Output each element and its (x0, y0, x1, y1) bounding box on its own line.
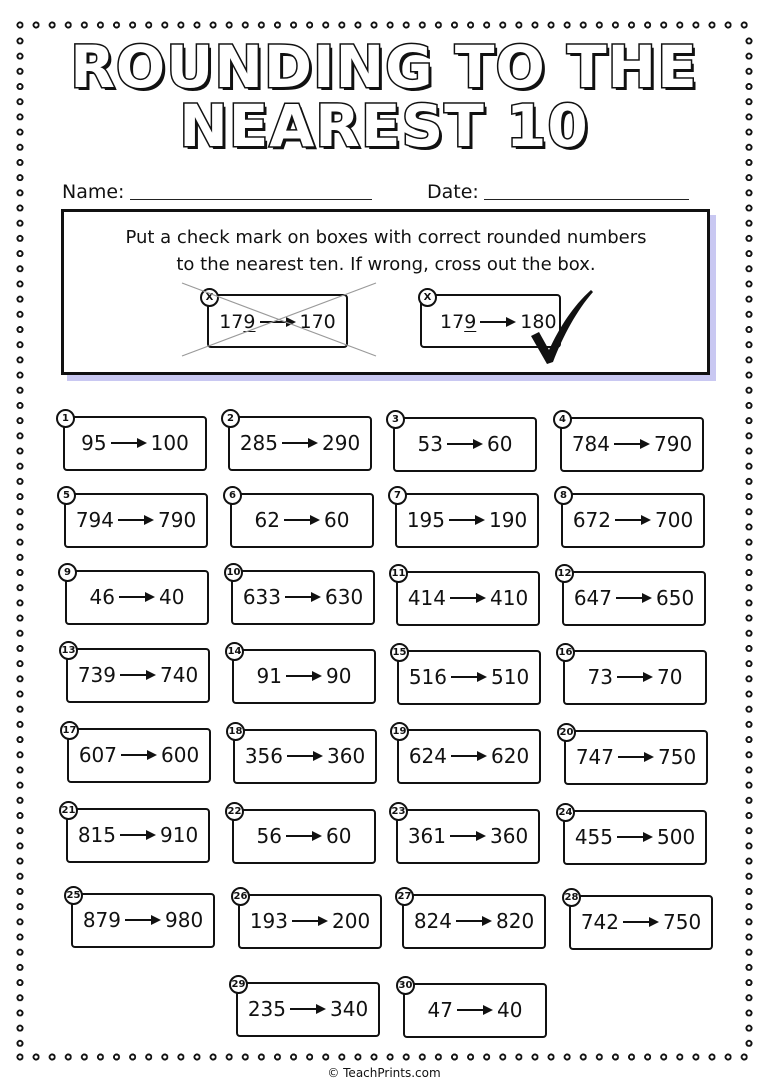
problem-number-rounded: 340 (330, 997, 369, 1021)
name-label: Name: (62, 181, 125, 203)
arrow-icon (617, 672, 653, 682)
problem-number-rounded: 190 (489, 508, 528, 532)
footer-copyright: © TeachPrints.com (327, 1066, 441, 1080)
problem-number-from: 46 (89, 585, 115, 609)
problem-number-from: 91 (256, 664, 282, 688)
problem-number-rounded: 60 (324, 508, 350, 532)
arrow-icon (111, 438, 147, 448)
problem-number-from: 195 (406, 508, 445, 532)
arrow-icon (292, 916, 328, 926)
problem-number-badge: 26 (231, 887, 250, 906)
arrow-icon (120, 670, 156, 680)
problem-number-from: 794 (75, 508, 114, 532)
problem-content (563, 508, 703, 532)
problem-content (399, 665, 539, 689)
problem-box[interactable] (563, 650, 707, 705)
example-from-ones-digit: 9 (243, 311, 256, 333)
problem-number-badge: 13 (59, 641, 78, 660)
problem-box[interactable] (63, 416, 207, 471)
problem-content (234, 664, 374, 688)
problem-number-badge: 29 (229, 975, 248, 994)
problem-number-rounded: 40 (497, 998, 523, 1022)
problem-content (405, 998, 545, 1022)
arrow-icon (120, 830, 156, 840)
problem-number-from: 285 (239, 431, 278, 455)
problem-box[interactable] (396, 809, 540, 864)
problem-box[interactable] (65, 570, 209, 625)
problem-number-badge: 4 (553, 410, 572, 429)
problem-content (565, 665, 705, 689)
problem-number-rounded: 290 (322, 431, 361, 455)
problem-number-badge: 15 (390, 643, 409, 662)
problem-number-from: 95 (81, 431, 107, 455)
arrow-icon (451, 751, 487, 761)
problem-number-rounded: 700 (655, 508, 694, 532)
problem-number-rounded: 60 (326, 824, 352, 848)
problem-number-from: 747 (575, 745, 614, 769)
arrow-icon (615, 515, 651, 525)
problem-content (232, 508, 372, 532)
problem-content (68, 663, 208, 687)
problem-content (69, 743, 209, 767)
problem-content (404, 909, 544, 933)
problem-number-rounded: 360 (490, 824, 529, 848)
problem-number-rounded: 750 (658, 745, 697, 769)
problem-number-from: 742 (580, 910, 619, 934)
problem-content (66, 508, 206, 532)
problem-number-rounded: 620 (491, 744, 530, 768)
problem-box[interactable] (393, 417, 537, 472)
problem-number-from: 193 (249, 909, 288, 933)
problem-content (238, 997, 378, 1021)
problem-number-badge: 6 (223, 486, 242, 505)
arrow-icon (451, 672, 487, 682)
problem-content (234, 824, 374, 848)
arrow-icon (616, 593, 652, 603)
problem-number-badge: 7 (388, 486, 407, 505)
problem-content (399, 744, 539, 768)
problem-number-rounded: 40 (159, 585, 185, 609)
problem-number-from: 516 (408, 665, 447, 689)
problem-number-badge: 22 (225, 802, 244, 821)
problem-number-rounded: 200 (332, 909, 371, 933)
problem-number-rounded: 820 (496, 909, 535, 933)
problem-number-from: 624 (408, 744, 447, 768)
problem-number-rounded: 740 (160, 663, 199, 687)
problem-number-from: 647 (573, 586, 612, 610)
problem-box[interactable] (233, 729, 377, 784)
arrow-icon (614, 439, 650, 449)
problem-content (564, 586, 704, 610)
problem-number-badge: 5 (57, 486, 76, 505)
problem-number-from: 73 (587, 665, 613, 689)
problem-number-from: 879 (82, 908, 121, 932)
arrow-icon (450, 831, 486, 841)
problem-content (395, 432, 535, 456)
problem-number-rounded: 60 (487, 432, 513, 456)
instruction-line-1: Put a check mark on boxes with correct rounded numbers (125, 227, 647, 248)
arrow-icon (282, 438, 318, 448)
example-to: 180 (520, 311, 557, 333)
arrow-icon (480, 317, 516, 327)
problem-number-from: 53 (417, 432, 443, 456)
problem-number-rounded: 630 (325, 585, 364, 609)
arrow-icon (447, 439, 483, 449)
problem-number-rounded: 360 (327, 744, 366, 768)
arrow-icon (284, 515, 320, 525)
problem-number-badge: 14 (225, 642, 244, 661)
problem-number-badge: 1 (56, 409, 75, 428)
problem-box[interactable] (236, 982, 380, 1037)
problem-box[interactable] (569, 895, 713, 950)
arrow-icon (119, 592, 155, 602)
example-badge: X (200, 288, 219, 307)
worksheet-title-line-1: ROUNDING TO THE (70, 33, 698, 101)
problem-box[interactable] (402, 894, 546, 949)
problem-number-rounded: 510 (491, 665, 530, 689)
problem-box[interactable] (563, 810, 707, 865)
arrow-icon (623, 917, 659, 927)
arrow-icon (618, 752, 654, 762)
arrow-icon (617, 832, 653, 842)
problem-number-badge: 16 (556, 643, 575, 662)
problem-box[interactable] (230, 493, 374, 548)
problem-number-rounded: 600 (161, 743, 200, 767)
problem-box[interactable] (231, 570, 375, 625)
problem-number-badge: 8 (554, 486, 573, 505)
arrow-icon (450, 593, 486, 603)
arrow-icon (456, 916, 492, 926)
problem-box[interactable] (561, 493, 705, 548)
problem-number-from: 361 (407, 824, 446, 848)
arrow-icon (286, 671, 322, 681)
problem-number-rounded: 70 (657, 665, 683, 689)
problem-number-rounded: 790 (158, 508, 197, 532)
problem-number-rounded: 650 (656, 586, 695, 610)
problem-box[interactable] (228, 416, 372, 471)
problem-content (565, 825, 705, 849)
problem-number-from: 672 (572, 508, 611, 532)
problem-content (68, 823, 208, 847)
problem-number-from: 455 (574, 825, 613, 849)
problem-content (235, 744, 375, 768)
worksheet-title-line-2: NEAREST 10 (179, 92, 589, 160)
problem-number-badge: 21 (59, 801, 78, 820)
example-to: 170 (299, 311, 336, 333)
problem-number-badge: 10 (224, 563, 243, 582)
problem-box[interactable] (560, 417, 704, 472)
problem-box[interactable] (562, 571, 706, 626)
problem-content (67, 585, 207, 609)
problem-number-badge: 30 (396, 976, 415, 995)
problem-number-badge: 18 (226, 722, 245, 741)
arrow-icon (118, 515, 154, 525)
problem-content (73, 908, 213, 932)
problem-number-badge: 12 (555, 564, 574, 583)
problem-box[interactable] (395, 493, 539, 548)
problem-number-badge: 24 (556, 803, 575, 822)
problem-content (230, 431, 370, 455)
problem-box[interactable] (396, 571, 540, 626)
example-from-ones-digit: 9 (464, 311, 477, 333)
problem-box[interactable] (64, 493, 208, 548)
arrow-icon (286, 831, 322, 841)
problem-number-rounded: 90 (326, 664, 352, 688)
problem-number-from: 607 (78, 743, 117, 767)
problem-box[interactable] (232, 649, 376, 704)
problem-number-from: 414 (407, 586, 446, 610)
problem-content (233, 585, 373, 609)
problem-content (562, 432, 702, 456)
problem-content (566, 745, 706, 769)
example-from: 17 (219, 311, 244, 333)
problem-content (240, 909, 380, 933)
arrow-icon (290, 1004, 326, 1014)
date-label: Date: (427, 181, 479, 203)
problem-number-badge: 27 (395, 887, 414, 906)
problem-box[interactable] (238, 894, 382, 949)
problem-box[interactable] (67, 728, 211, 783)
arrow-icon (285, 592, 321, 602)
problem-box[interactable] (564, 730, 708, 785)
problem-number-badge: 28 (562, 888, 581, 907)
example-badge: X (418, 288, 437, 307)
problem-box[interactable] (397, 729, 541, 784)
problem-number-badge: 3 (386, 410, 405, 429)
problem-number-from: 235 (247, 997, 286, 1021)
example-from: 17 (440, 311, 465, 333)
problem-number-rounded: 410 (490, 586, 529, 610)
problem-number-from: 633 (242, 585, 281, 609)
arrow-icon (287, 751, 323, 761)
problem-content (398, 586, 538, 610)
problem-box[interactable] (66, 648, 210, 703)
problem-number-badge: 20 (557, 723, 576, 742)
problem-box[interactable] (397, 650, 541, 705)
problem-content (571, 910, 711, 934)
problem-number-badge: 17 (60, 721, 79, 740)
problem-number-badge: 25 (64, 886, 83, 905)
problem-content (398, 824, 538, 848)
problem-number-rounded: 500 (657, 825, 696, 849)
instruction-line-2: to the nearest ten. If wrong, cross out the box. (176, 254, 596, 275)
problem-number-badge: 19 (390, 722, 409, 741)
problem-number-rounded: 790 (654, 432, 693, 456)
problem-number-from: 62 (254, 508, 280, 532)
problem-number-rounded: 980 (165, 908, 204, 932)
problem-number-from: 784 (571, 432, 610, 456)
problem-number-from: 824 (413, 909, 452, 933)
arrow-icon (121, 750, 157, 760)
problem-number-rounded: 910 (160, 823, 199, 847)
problem-number-badge: 11 (389, 564, 408, 583)
problem-number-from: 356 (244, 744, 283, 768)
problem-number-badge: 23 (389, 802, 408, 821)
problem-number-badge: 2 (221, 409, 240, 428)
problem-box[interactable] (232, 809, 376, 864)
problem-number-from: 47 (427, 998, 453, 1022)
problem-number-rounded: 750 (663, 910, 702, 934)
check-mark-icon (525, 288, 595, 368)
problem-content (65, 431, 205, 455)
arrow-icon (457, 1005, 493, 1015)
problem-number-badge: 9 (58, 563, 77, 582)
arrow-icon (125, 915, 161, 925)
problem-number-rounded: 100 (150, 431, 189, 455)
arrow-icon (449, 515, 485, 525)
problem-box[interactable] (66, 808, 210, 863)
problem-number-from: 739 (77, 663, 116, 687)
problem-number-from: 56 (256, 824, 282, 848)
problem-content (397, 508, 537, 532)
problem-box[interactable] (403, 983, 547, 1038)
problem-box[interactable] (71, 893, 215, 948)
problem-number-from: 815 (77, 823, 116, 847)
